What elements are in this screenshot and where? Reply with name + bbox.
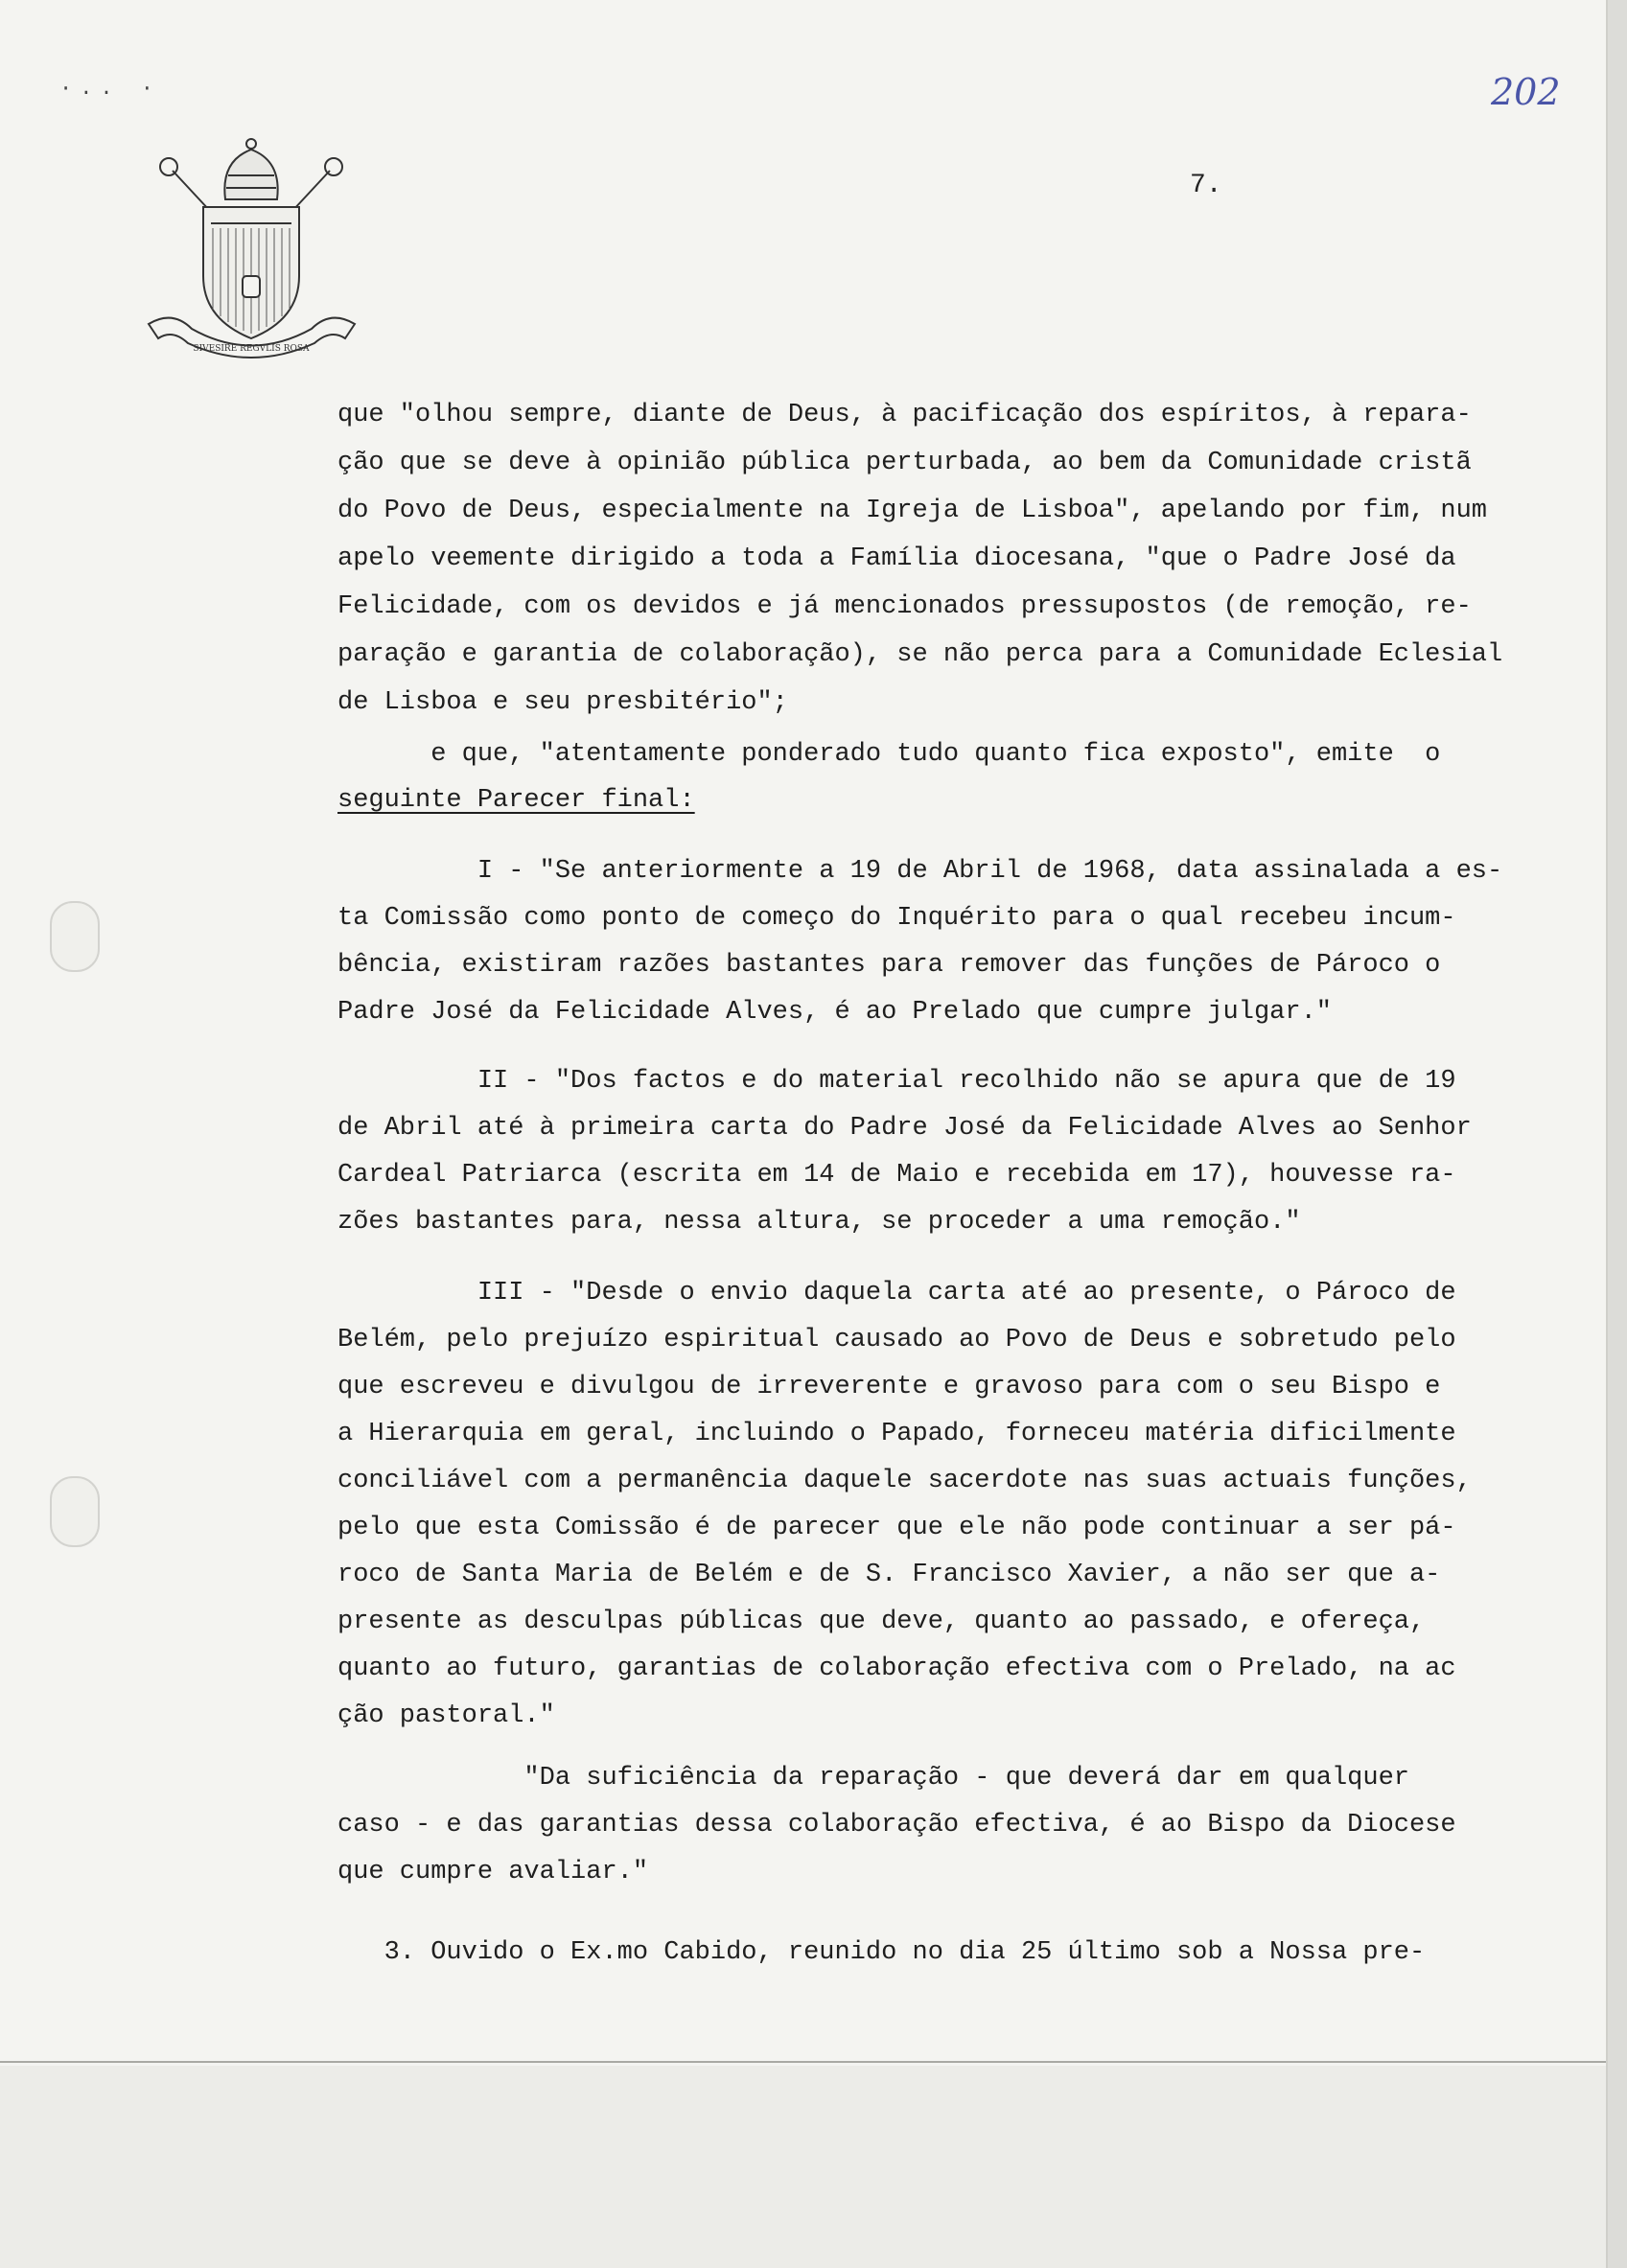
text-line: "Da suficiência da reparação - que deverá dar em qualquer <box>337 1764 1409 1793</box>
text-line: bência, existiram razões bastantes para remover das funções de Pároco o <box>337 951 1441 980</box>
text-line: I - "Se anteriormente a 19 de Abril de 1968, data assinalada a es- <box>337 857 1503 886</box>
punch-hole-bottom <box>50 1476 100 1547</box>
ink-specks: ·.. · <box>59 77 162 101</box>
text-line: e que, "atentamente ponderado tudo quanto fica exposto", emite o <box>337 740 1441 769</box>
text-line: paração e garantia de colaboração), se não perca para a Comunidade Eclesial <box>337 640 1503 669</box>
text-line: III - "Desde o envio daquela carta até ao presente, o Pároco de <box>337 1279 1456 1308</box>
text-line: que "olhou sempre, diante de Deus, à pacificação dos espíritos, à repara- <box>337 401 1472 429</box>
page-number: 7. <box>1190 171 1222 200</box>
text-line: zões bastantes para, nessa altura, se proceder a uma remoção." <box>337 1208 1301 1237</box>
episcopal-coat-of-arms-icon <box>144 132 360 362</box>
text-line: Cardeal Patriarca (escrita em 14 de Maio e recebida em 17), houvesse ra- <box>337 1161 1456 1190</box>
text-line: que escreveu e divulgou de irreverente e gravoso para com o seu Bispo e <box>337 1373 1441 1401</box>
text-line: do Povo de Deus, especialmente na Igreja de Lisboa", apelando por fim, num <box>337 497 1487 525</box>
text-line: Felicidade, com os devidos e já mencionados pressupostos (de remoção, re- <box>337 592 1472 621</box>
text-line: 3. Ouvido o Ex.mo Cabido, reunido no dia 25 último sob a Nossa pre- <box>337 1938 1426 1967</box>
page-fold-line <box>0 2061 1606 2063</box>
punch-hole-top <box>50 901 100 972</box>
text-line: a Hierarquia em geral, incluindo o Papado, forneceu matéria dificilmente <box>337 1420 1456 1448</box>
text-line: que cumpre avaliar." <box>337 1858 649 1886</box>
text-line: quanto ao futuro, garantias de colaboração efectiva com o Prelado, na ac <box>337 1655 1456 1683</box>
text-line: apelo veemente dirigido a toda a Família diocesana, "que o Padre José da <box>337 544 1456 573</box>
seal-motto: SIVESIRE REGVLIS ROSA <box>193 344 310 354</box>
text-line: roco de Santa Maria de Belém e de S. Francisco Xavier, a não ser que a- <box>337 1561 1441 1589</box>
text-line: Padre José da Felicidade Alves, é ao Prelado que cumpre julgar." <box>337 998 1332 1027</box>
text-line: ção pastoral." <box>337 1701 555 1730</box>
text-line: caso - e das garantias dessa colaboração efectiva, é ao Bispo da Diocese <box>337 1811 1456 1840</box>
text-line: conciliável com a permanência daquele sacerdote nas suas actuais funções, <box>337 1467 1472 1495</box>
text-line: ção que se deve à opinião pública perturbada, ao bem da Comunidade cristã <box>337 449 1472 477</box>
text-line: ta Comissão como ponto de começo do Inquérito para o qual recebeu incum- <box>337 904 1456 933</box>
text-line: presente as desculpas públicas que deve, quanto ao passado, e ofereça, <box>337 1608 1426 1636</box>
text-line: pelo que esta Comissão é de parecer que ele não pode continuar a ser pá- <box>337 1514 1456 1542</box>
handwritten-folio-number: 202 <box>1491 71 1561 113</box>
text-line: de Lisboa e seu presbitério"; <box>337 688 788 717</box>
text-line: de Abril até à primeira carta do Padre José da Felicidade Alves ao Senhor <box>337 1114 1472 1143</box>
text-line: II - "Dos factos e do material recolhido não se apura que de 19 <box>337 1067 1456 1096</box>
text-line-parecer-final: seguinte Parecer final: <box>337 786 695 815</box>
text-line: Belém, pelo prejuízo espiritual causado ao Povo de Deus e sobretudo pelo <box>337 1326 1456 1354</box>
